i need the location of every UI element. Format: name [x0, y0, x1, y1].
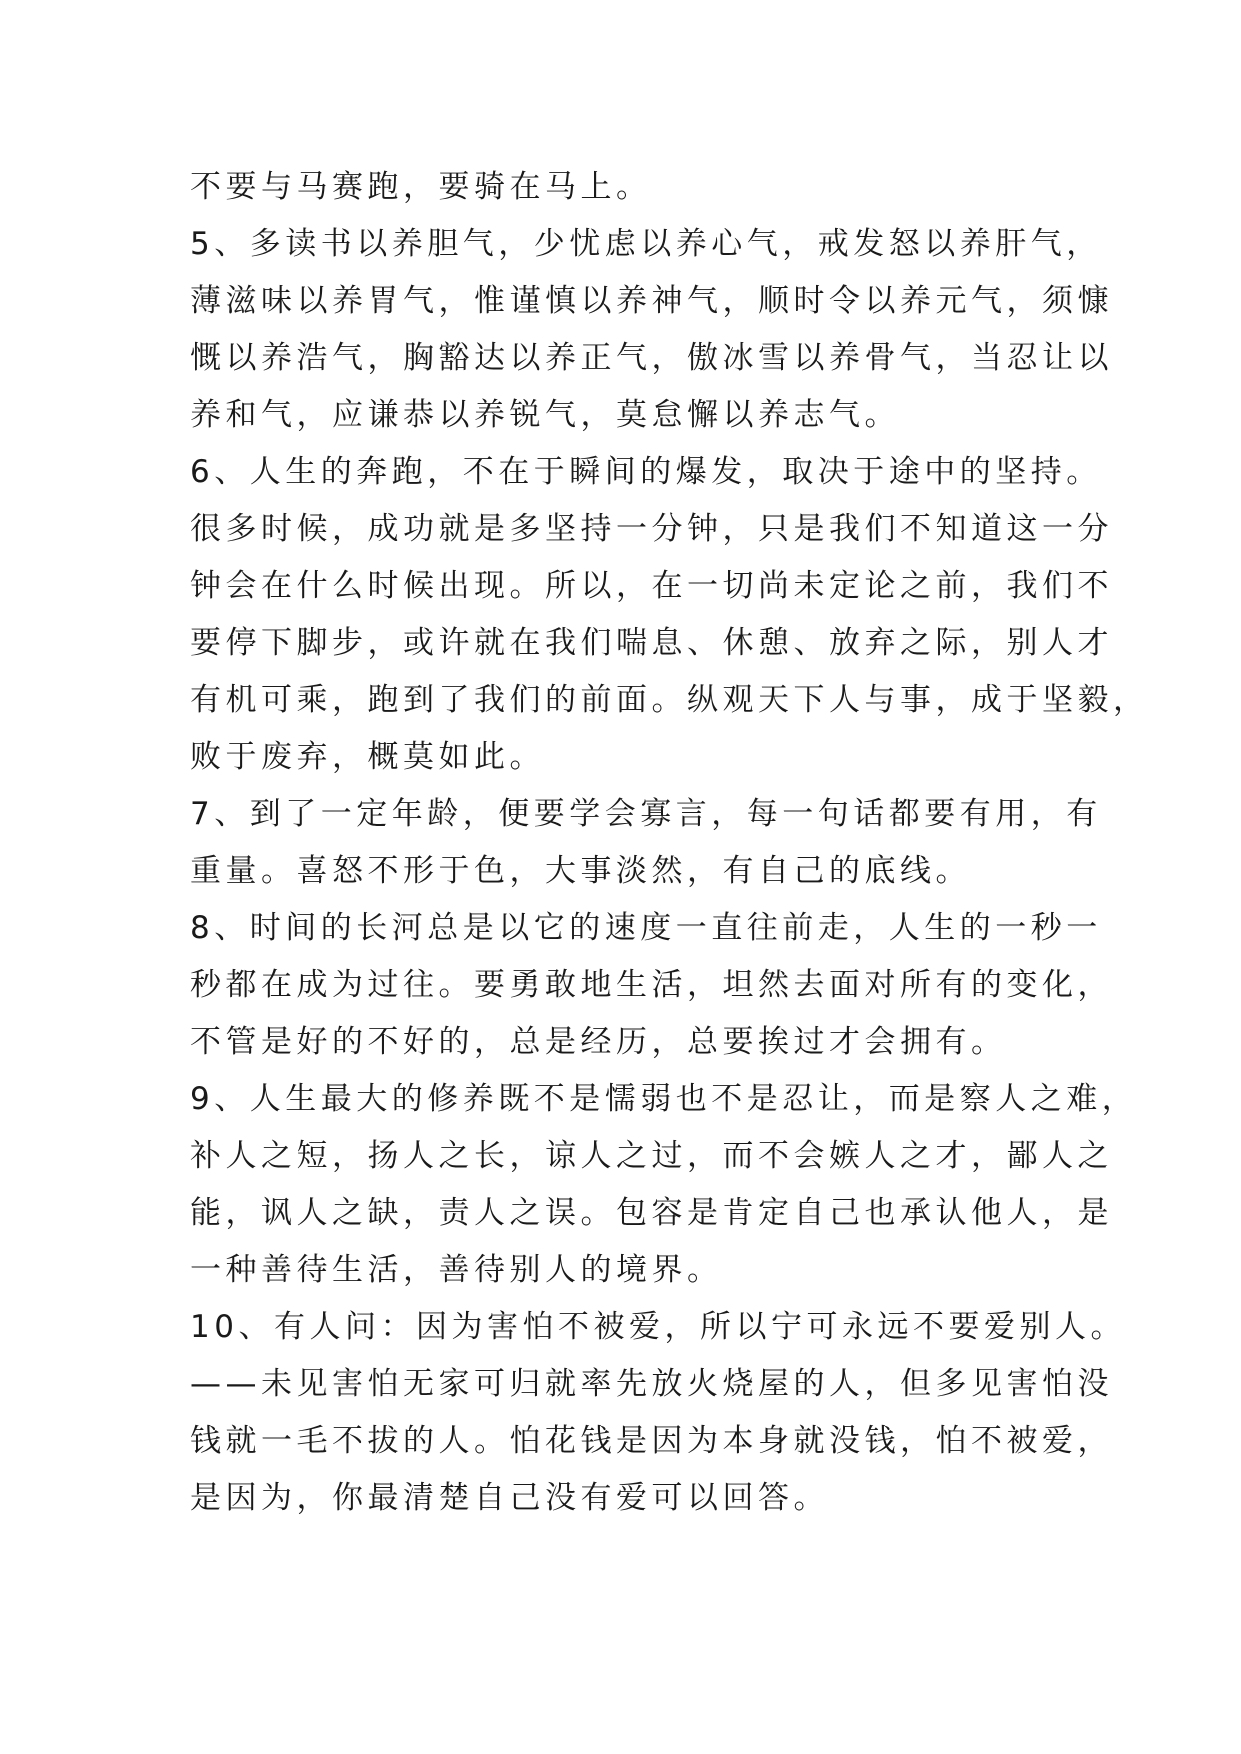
- text-line: 败于废弃，概莫如此。: [190, 739, 545, 775]
- text-line: 8、时间的长河总是以它的速度一直往前走，人生的一秒一: [190, 910, 1102, 946]
- text-line: 养和气，应谦恭以养锐气，莫怠懈以养志气。: [190, 397, 900, 433]
- text-line: 慨以养浩气，胸豁达以养正气，傲冰雪以养骨气，当忍让以: [190, 340, 1113, 376]
- text-line: 是因为，你最清楚自己没有爱可以回答。: [190, 1480, 829, 1516]
- text-line: 10、有人问：因为害怕不被爱，所以宁可永远不要爱别人。: [190, 1309, 1126, 1345]
- text-line: 薄滋味以养胃气，惟谨慎以养神气，顺时令以养元气，须慷: [190, 283, 1113, 319]
- text-line: 补人之短，扬人之长，谅人之过，而不会嫉人之才，鄙人之: [190, 1138, 1113, 1174]
- text-line: 5、多读书以养胆气，少忧虑以养心气，戒发怒以养肝气，: [190, 226, 1102, 262]
- text-line: ——未见害怕无家可归就率先放火烧屋的人，但多见害怕没: [190, 1366, 1113, 1402]
- text-line: 重量。喜怒不形于色，大事淡然，有自己的底线。: [190, 853, 971, 889]
- text-line: 9、人生最大的修养既不是懦弱也不是忍让，而是察人之难，: [190, 1081, 1138, 1117]
- text-line: 有机可乘，跑到了我们的前面。纵观天下人与事，成于坚毅，: [190, 682, 1149, 718]
- text-line: 6、人生的奔跑，不在于瞬间的爆发，取决于途中的坚持。: [190, 454, 1102, 490]
- text-line: 不要与马赛跑，要骑在马上。: [190, 169, 652, 205]
- text-line: 钱就一毛不拔的人。怕花钱是因为本身就没钱，怕不被爱，: [190, 1423, 1113, 1459]
- text-line: 钟会在什么时候出现。所以，在一切尚未定论之前，我们不: [190, 568, 1113, 604]
- text-line: 不管是好的不好的，总是经历，总要挨过才会拥有。: [190, 1024, 1007, 1060]
- text-line: 一种善待生活，善待别人的境界。: [190, 1252, 723, 1288]
- text-line: 秒都在成为过往。要勇敢地生活，坦然去面对所有的变化，: [190, 967, 1113, 1003]
- text-line: 能，讽人之缺，责人之误。包容是肯定自己也承认他人，是: [190, 1195, 1113, 1231]
- text-line: 很多时候，成功就是多坚持一分钟，只是我们不知道这一分: [190, 511, 1113, 547]
- text-line: 要停下脚步，或许就在我们喘息、休憩、放弃之际，别人才: [190, 625, 1113, 661]
- text-line: 7、到了一定年龄，便要学会寡言，每一句话都要有用，有: [190, 796, 1102, 832]
